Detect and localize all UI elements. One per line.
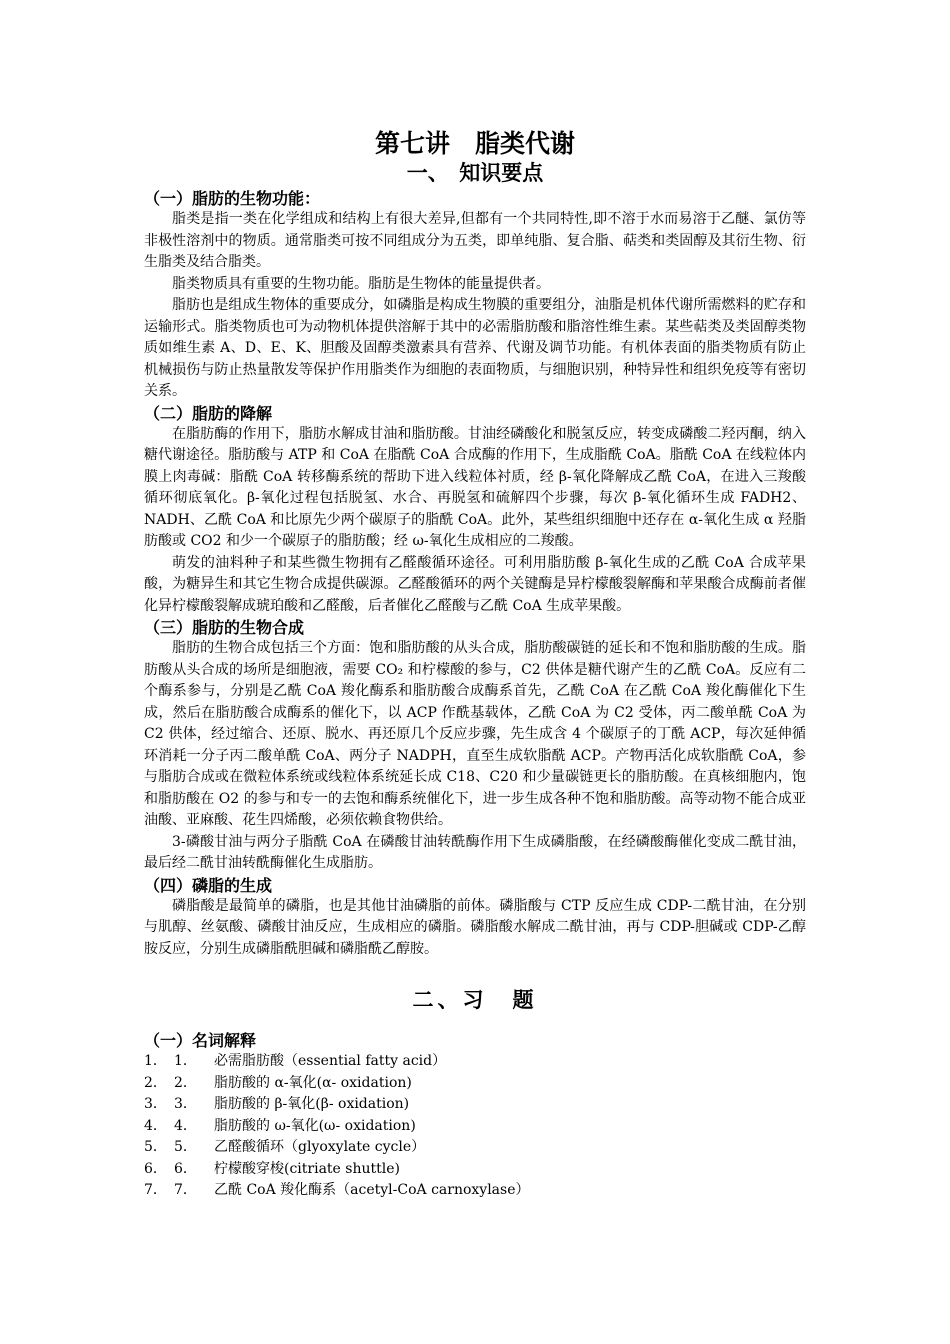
list-item	[144, 1073, 806, 1095]
part2-heading: 二、习 题	[412, 988, 538, 1012]
item-number: 6．	[144, 1160, 167, 1177]
list-item	[144, 1137, 806, 1159]
item-subnumber: 6．	[174, 1160, 197, 1177]
item-text: 柠檬酸穿梭(citriate shuttle)	[214, 1160, 400, 1177]
item-subnumber: 4．	[174, 1117, 197, 1134]
section-heading: （一）脂肪的生物功能：	[144, 189, 321, 208]
paragraph: 磷脂酸是最简单的磷脂，也是其他甘油磷脂的前体。磷脂酸与 CTP 反应生成 CDP-二酰甘油，在分别与肌醇、丝氨酸、磷酸甘油反应，生成相应的磷脂。磷脂酸水解成二酰甘油，再与 CDP-胆碱或 CDP-乙醇胺反应，分别生成磷脂酰胆碱和磷脂酰乙醇胺。	[144, 897, 806, 957]
section-heading: （二）脂肪的降解	[144, 403, 273, 423]
paragraph: 脂类是指一类在化学组成和结构上有很大差异,但都有一个共同特性,即不溶于水而易溶于乙醚、氯仿等非极性溶剂中的物质。通常脂类可按不同组成分为五类，即单纯脂、复合脂、萜类和类固醇及其衍生物、衍生脂类及结合脂类。	[144, 211, 806, 270]
item-text: 乙醛酸循环（glyoxylate cycle）	[214, 1139, 426, 1155]
paragraph: 在脂肪酶的作用下，脂肪水解成甘油和脂肪酸。甘油经磷酸化和脱氢反应，转变成磷酸二羟丙酮，纳入糖代谢途径。脂肪酸与 ATP 和 CoA 在脂酰 CoA 合成酶的作用下，生成脂酰 CoA。脂酰 CoA 在线粒体内膜上肉毒碱：脂酰 CoA 转移酶系统的帮助下进入线粒体衬质，经 β-氧化降解成乙酰 CoA，在进入三羧酸循环彻底氧化。β-氧化过程包括脱氢、水合、再脱氢和硫解四个步骤，每次 β-氧化循环生成 FADH2、NADH、乙酰 CoA 和比原先少两个碳原子的脂酰 CoA。此外，某些组织细胞中还存在 α-氧化生成 α 羟脂肪酸或 CO2 和少一个碳原子的脂肪酸；经 ω-氧化生成相应的二羧酸。	[144, 425, 806, 549]
item-subnumber: 5．	[174, 1139, 197, 1155]
paragraph: 萌发的油料种子和某些微生物拥有乙醛酸循环途径。可利用脂肪酸 β-氧化生成的乙酰 CoA 合成苹果酸，为糖异生和其它生物合成提供碳源。乙醛酸循环的两个关键酶是异柠檬酸裂解酶和苹果酸合成酶前者催化异柠檬酸裂解成琥珀酸和乙醛酸，后者催化乙醛酸与乙酰 CoA 生成苹果酸。	[144, 554, 806, 614]
item-text: 脂肪酸的 β-氧化(β- oxidation)	[214, 1096, 410, 1112]
paragraph: 脂类物质具有重要的生物功能。脂肪是生物体的能量提供者。	[172, 275, 550, 292]
paragraph: 3-磷酸甘油与两分子脂酰 CoA 在磷酸甘油转酰酶作用下生成磷脂酸，在经磷酸酶催化变成二酰甘油，最后经二酰甘油转酰酶催化生成脂肪。	[144, 833, 806, 871]
item-subnumber: 1．	[174, 1053, 197, 1069]
terms-section-heading: （一）名词解释	[144, 1031, 257, 1050]
item-subnumber: 7．	[174, 1182, 197, 1198]
paragraph: 脂肪的生物合成包括三个方面：饱和脂肪酸的从头合成，脂肪酸碳链的延长和不饱和脂肪酸的生成。脂肪酸从头合成的场所是细胞液，需要 CO₂ 和柠檬酸的参与，C2 供体是糖代谢产生的乙酰 CoA。反应有二个酶系参与，分别是乙酰 CoA 羧化酶系和脂肪酸合成酶系首先，乙酰 CoA 在乙酰 CoA 羧化酶催化下生成，然后在脂肪酸合成酶系的催化下，以 ACP 作酰基载体，乙酰 CoA 为 C2 受体，丙二酸单酰 CoA 为 C2 供体，经过缩合、还原、脱水、再还原几个反应步骤，先生成含 4 个碳原子的丁酰 ACP，每次延伸循环消耗一分子丙二酸单酰 CoA、两分子 NADPH，直至生成软脂酰 ACP。产物再活化成软脂酰 CoA，参与脂肪合成或在微粒体系统或线粒体系统延长成 C18、C20 和少量碳链更长的脂肪酸。在真核细胞内，饱和脂肪酸在 O2 的参与和专一的去饱和酶系统催化下，进一步生成各种不饱和脂肪酸。高等动物不能合成亚油酸、亚麻酸、花生四烯酸，必须依赖食物供给。	[144, 640, 806, 828]
list-item	[144, 1051, 806, 1073]
section-heading: （三）脂肪的生物合成	[144, 618, 305, 637]
list-item	[144, 1116, 806, 1138]
section-3	[144, 617, 806, 875]
section-4	[144, 875, 806, 961]
item-text: 必需脂肪酸（essential fatty acid）	[214, 1053, 447, 1069]
list-item	[144, 1159, 806, 1181]
section-2	[144, 403, 806, 618]
paragraph: 脂肪也是组成生物体的重要成分，如磷脂是构成生物膜的重要组分，油脂是机体代谢所需燃料的贮存和运输形式。脂类物质也可为动物机体提供溶解于其中的必需脂肪酸和脂溶性维生素。某些萜类及类固醇类物质如维生素 A、D、E、K、胆酸及固醇类激素具有营养、代谢及调节功能。有机体表面的脂类物质有防止机械损伤与防止热量散发等保护作用脂类作为细胞的表面物质，与细胞识别，种特异性和组织免疫等有密切关系。	[144, 297, 806, 399]
term-list	[144, 1051, 806, 1202]
page-title: 第七讲 脂类代谢	[374, 129, 575, 158]
part1-heading: 一、 知识要点	[406, 161, 544, 185]
item-subnumber: 3．	[174, 1096, 197, 1112]
item-text: 脂肪酸的 ω-氧化(ω- oxidation)	[214, 1117, 416, 1134]
section-heading: （四）磷脂的生成	[144, 875, 273, 895]
item-number: 3．	[144, 1096, 167, 1112]
list-item	[144, 1180, 806, 1202]
item-number: 7．	[144, 1182, 167, 1198]
item-text: 乙酰 CoA 羧化酶系（acetyl-CoA carnoxylase）	[214, 1182, 530, 1198]
item-number: 4．	[144, 1117, 167, 1134]
section-1	[144, 188, 806, 403]
item-number: 5．	[144, 1139, 167, 1155]
item-subnumber: 2．	[174, 1074, 197, 1091]
item-number: 2．	[144, 1074, 167, 1091]
item-text: 脂肪酸的 α-氧化(α- oxidation)	[214, 1074, 412, 1091]
list-item	[144, 1094, 806, 1116]
item-number: 1．	[144, 1053, 167, 1069]
